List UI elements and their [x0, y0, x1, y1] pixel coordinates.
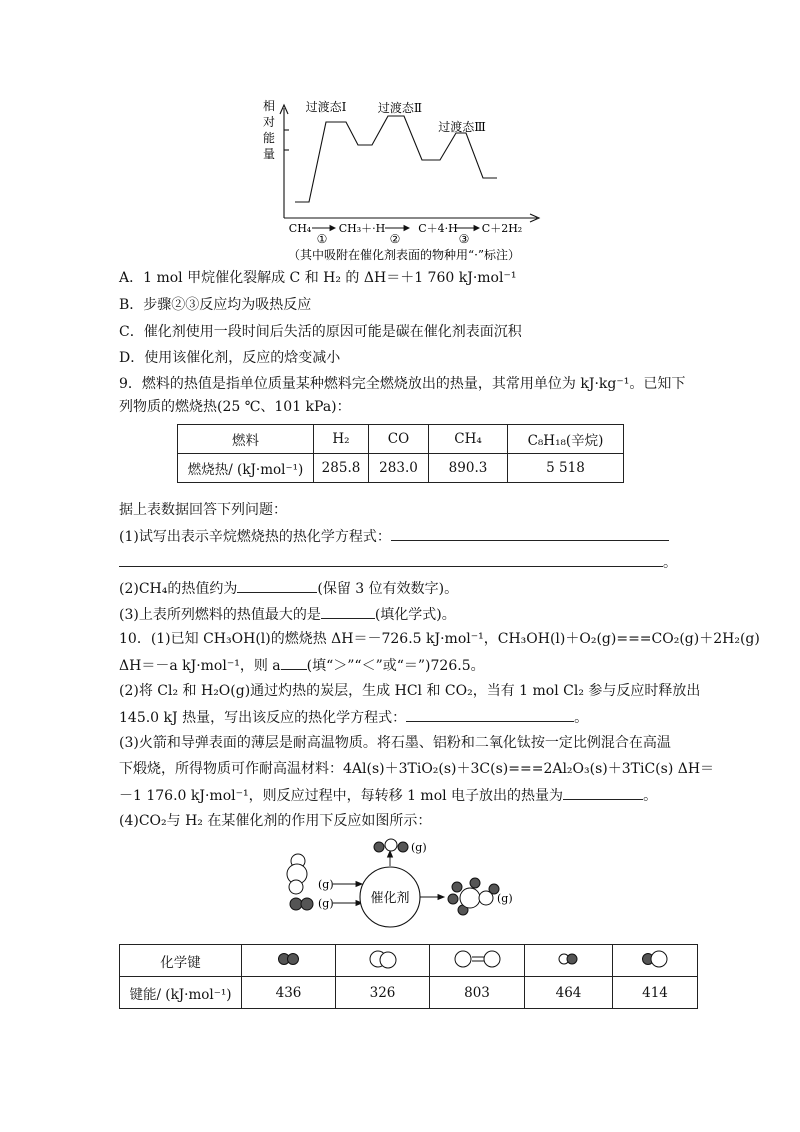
q9-part3-text-end: (填化学式)。 [374, 607, 456, 623]
table-cell: 803 [430, 977, 525, 1009]
q9-line2: 列物质的燃烧热(25 ℃、101 kPa)： [119, 399, 351, 415]
diagram-caption: （其中吸附在催化剂表面的物种用“·”标注） [287, 248, 521, 262]
q9-part2-text-end: (保留 3 位有效数字)。 [317, 581, 459, 597]
species-ch3-h: CH₃＋·H [338, 222, 386, 235]
transition-state-1: 过渡态Ⅰ [305, 100, 347, 114]
table-cell: CO [369, 425, 429, 454]
q10-line2 [119, 655, 485, 676]
ylabel-char: 相 [262, 99, 276, 113]
axes [280, 105, 539, 222]
q9-part2 [119, 578, 458, 599]
g-label: (g) [318, 878, 334, 891]
q10-line4-end: 。 [574, 710, 589, 726]
table-cell: 414 [613, 977, 698, 1009]
table-cell: C₈H₁₈(辛烷) [508, 425, 624, 454]
bond-o-h-icon [525, 945, 613, 977]
species-c-2h2: C＋2H₂ [481, 222, 523, 235]
answer-blank[interactable] [237, 578, 317, 593]
q10-line5: (3)火箭和导弹表面的薄层是耐高温物质。将石墨、铝粉和二氧化钛按一定比例混合在高温 [119, 735, 671, 751]
catalyst-label: 催化剂 [370, 891, 410, 906]
table-cell: 890.3 [429, 454, 508, 483]
option-a: A．1 mol 甲烷催化裂解成 C 和 H₂ 的 ΔH＝＋1 760 kJ·mol⁻¹ [119, 270, 517, 286]
species-ch4: CH₄ [288, 222, 312, 235]
q10-line1: 10．(1)已知 CH₃OH(l)的燃烧热 ΔH＝－726.5 kJ·mol⁻¹，CH₃OH(l)＋O₂(g)===CO₂(g)＋2H₂(g) [119, 631, 760, 647]
table-cell: CH₄ [429, 425, 508, 454]
q9-intro: 据上表数据回答下列问题： [119, 502, 287, 518]
step-3: ③ [458, 232, 470, 246]
bond-c-double-o-icon [430, 945, 525, 977]
ylabel-char: 对 [262, 115, 276, 129]
table-cell: H₂ [314, 425, 369, 454]
answer-blank[interactable] [281, 655, 307, 670]
table-cell: 283.0 [369, 454, 429, 483]
q9-line1: 9．燃料的热值是指单位质量某种燃料完全燃烧放出的热量，其常用单位为 kJ·kg⁻¹。已知下 [119, 376, 686, 392]
ylabel-char: 能 [262, 131, 276, 145]
table-cell: 436 [242, 977, 336, 1009]
q10-line7-text: －1 176.0 kJ·mol⁻¹，则反应过程中，每转移 1 mol 电子放出的热量为 [119, 788, 564, 804]
q10-line6: 下煅烧，所得物质可作耐高温材料：4Al(s)＋3TiO₂(s)＋3C(s)===2Al₂O₃(s)＋3TiC(s) ΔH＝ [119, 761, 715, 777]
transition-state-2: 过渡态Ⅱ [377, 101, 423, 115]
answer-blank[interactable] [563, 785, 643, 800]
q9-part1-text: (1)试写出表示辛烷燃烧热的热化学方程式： [119, 529, 391, 545]
q9-part3-text: (3)上表所列燃料的热值最大的是 [119, 607, 321, 623]
q10-line3: (2)将 Cl₂ 和 H₂O(g)通过灼热的炭层，生成 HCl 和 CO₂，当有 1 mol Cl₂ 参与反应时释放出 [119, 683, 701, 699]
transition-state-3: 过渡态Ⅲ [438, 120, 486, 134]
table-cell: 燃烧热/ (kJ·mol⁻¹) [178, 454, 314, 483]
q9-part3 [119, 604, 456, 625]
option-b: B．步骤②③反应均为吸热反应 [119, 297, 312, 313]
product-molecule [448, 878, 499, 915]
ylabel-char: 量 [262, 147, 276, 161]
q9-part2-text: (2)CH₄的热值约为 [119, 581, 238, 597]
species-c-4h: C＋4·H [418, 222, 458, 235]
q10-line2-end: (填“＞”“＜”或“＝”)726.5。 [306, 658, 485, 674]
bond-c-o-icon [336, 945, 430, 977]
h2-molecule [290, 898, 313, 910]
option-d: D．使用该催化剂，反应的焓变减小 [119, 350, 341, 366]
g-label: (g) [318, 897, 334, 910]
step-2: ② [389, 232, 401, 246]
combustion-heat-table [177, 424, 624, 483]
q10-line4-text: 145.0 kJ 热量，写出该反应的热化学方程式： [119, 710, 407, 726]
bond-c-h-icon [613, 945, 698, 977]
answer-blank[interactable] [321, 604, 375, 619]
option-c: C．催化剂使用一段时间后失活的原因可能是碳在催化剂表面沉积 [119, 324, 522, 340]
q10-line7-end: 。 [643, 788, 658, 804]
q10-line8: (4)CO₂与 H₂ 在某催化剂的作用下反应如图所示： [119, 813, 432, 829]
co2-molecule [287, 854, 307, 894]
answer-blank[interactable] [391, 526, 669, 541]
table-cell: 键能/ (kJ·mol⁻¹) [120, 977, 242, 1009]
table-cell: 燃料 [178, 425, 314, 454]
table-cell: 326 [336, 977, 430, 1009]
answer-blank[interactable] [406, 707, 574, 722]
table-cell: 285.8 [314, 454, 369, 483]
table-cell: 5 518 [508, 454, 624, 483]
table-cell: 464 [525, 977, 613, 1009]
q10-line7 [119, 785, 657, 806]
answer-blank[interactable] [119, 552, 663, 567]
energy-diagram [250, 95, 560, 270]
q9-part1-end: 。 [663, 555, 677, 571]
q9-part1-cont [119, 552, 677, 573]
q9-part1 [119, 526, 669, 547]
table-cell: 化学键 [120, 945, 242, 977]
g-label: (g) [411, 841, 427, 854]
q10-line2-text: ΔH＝－a kJ·mol⁻¹，则 a [119, 658, 281, 674]
h2o-molecule [374, 839, 408, 852]
step-1: ① [316, 232, 328, 246]
bond-h-h-icon [242, 945, 336, 977]
g-label: (g) [497, 892, 513, 905]
catalyst-diagram [280, 835, 530, 935]
q10-line4 [119, 707, 588, 728]
bond-energy-table [119, 944, 698, 1009]
